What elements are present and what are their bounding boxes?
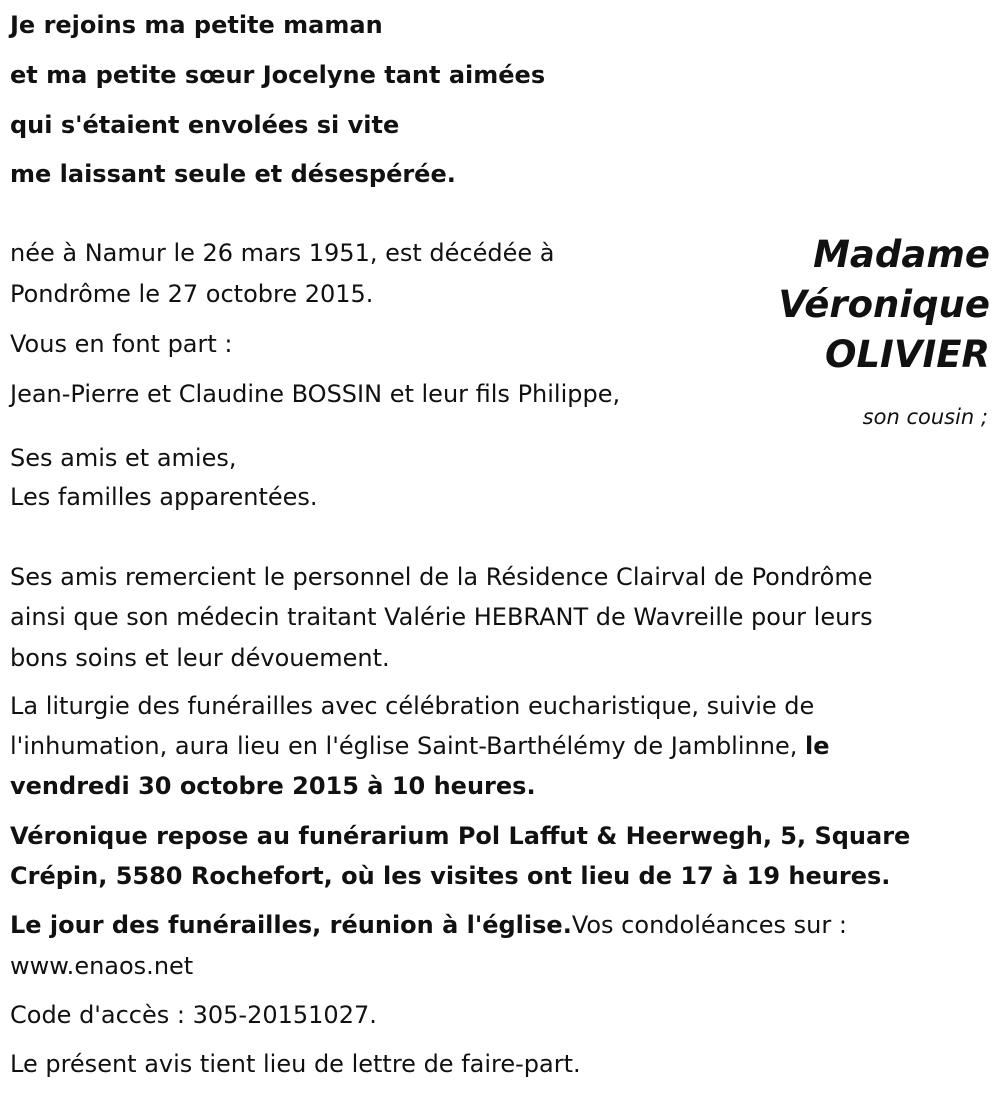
meeting-line (10, 910, 847, 940)
liturgy-line-2-text: l'inhumation, aura lieu en l'église Saint-Barthélémy de Jamblinne, (10, 732, 805, 760)
liturgy-line-1: La liturgie des funérailles avec célébration eucharistique, suivie de (10, 692, 815, 720)
deceased-name (778, 230, 990, 380)
deceased-title: Madame (813, 233, 990, 276)
birth-death-line-2: Pondrôme le 27 octobre 2015. (10, 280, 374, 308)
notice-text: Le présent avis tient lieu de lettre de faire-part. (10, 1050, 581, 1078)
funerarium-line-1: Véronique repose au funérarium Pol Laffut & Heerwegh, 5, Square (10, 822, 911, 850)
birth-death-line-1: née à Namur le 26 mars 1951, est décédée à (10, 239, 555, 267)
epigraph-line-3: qui s'étaient envolées si vite (10, 111, 400, 139)
thanks-line-2: ainsi que son médecin traitant Valérie HEBRANT de Wavreille pour leurs (10, 603, 873, 631)
thanks-line-3: bons soins et leur dévouement. (10, 644, 390, 672)
access-code: Code d'accès : 305-20151027. (10, 1001, 377, 1029)
deceased-last-name: OLIVIER (825, 333, 990, 376)
funerarium-line-2: Crépin, 5580 Rochefort, où les visites ont lieu de 17 à 19 heures. (10, 862, 891, 890)
condolences-text: Vos condoléances sur : (571, 911, 847, 939)
liturgy-date: vendredi 30 octobre 2015 à 10 heures. (10, 772, 536, 800)
announcers-friends: Ses amis et amies, (10, 444, 237, 472)
announcers-relatives: Les familles apparentées. (10, 483, 318, 511)
thanks-line-1: Ses amis remercient le personnel de la Résidence Clairval de Pondrôme (10, 563, 873, 591)
announcers-family: Jean-Pierre et Claudine BOSSIN et leur fils Philippe, (10, 380, 621, 408)
announcers-intro: Vous en font part : (10, 330, 233, 358)
liturgy-line-2-bold: le (804, 732, 830, 760)
condolences-website[interactable]: www.enaos.net (10, 952, 194, 980)
family-relation: son cousin ; (862, 405, 988, 429)
epigraph-line-4: me laissant seule et désespérée. (10, 160, 456, 188)
meeting-bold: Le jour des funérailles, réunion à l'église. (10, 911, 572, 939)
epigraph-line-2: et ma petite sœur Jocelyne tant aimées (10, 61, 546, 89)
epigraph-line-1: Je rejoins ma petite maman (10, 11, 383, 39)
liturgy-line-2 (10, 731, 829, 761)
deceased-first-name: Véronique (778, 283, 990, 326)
